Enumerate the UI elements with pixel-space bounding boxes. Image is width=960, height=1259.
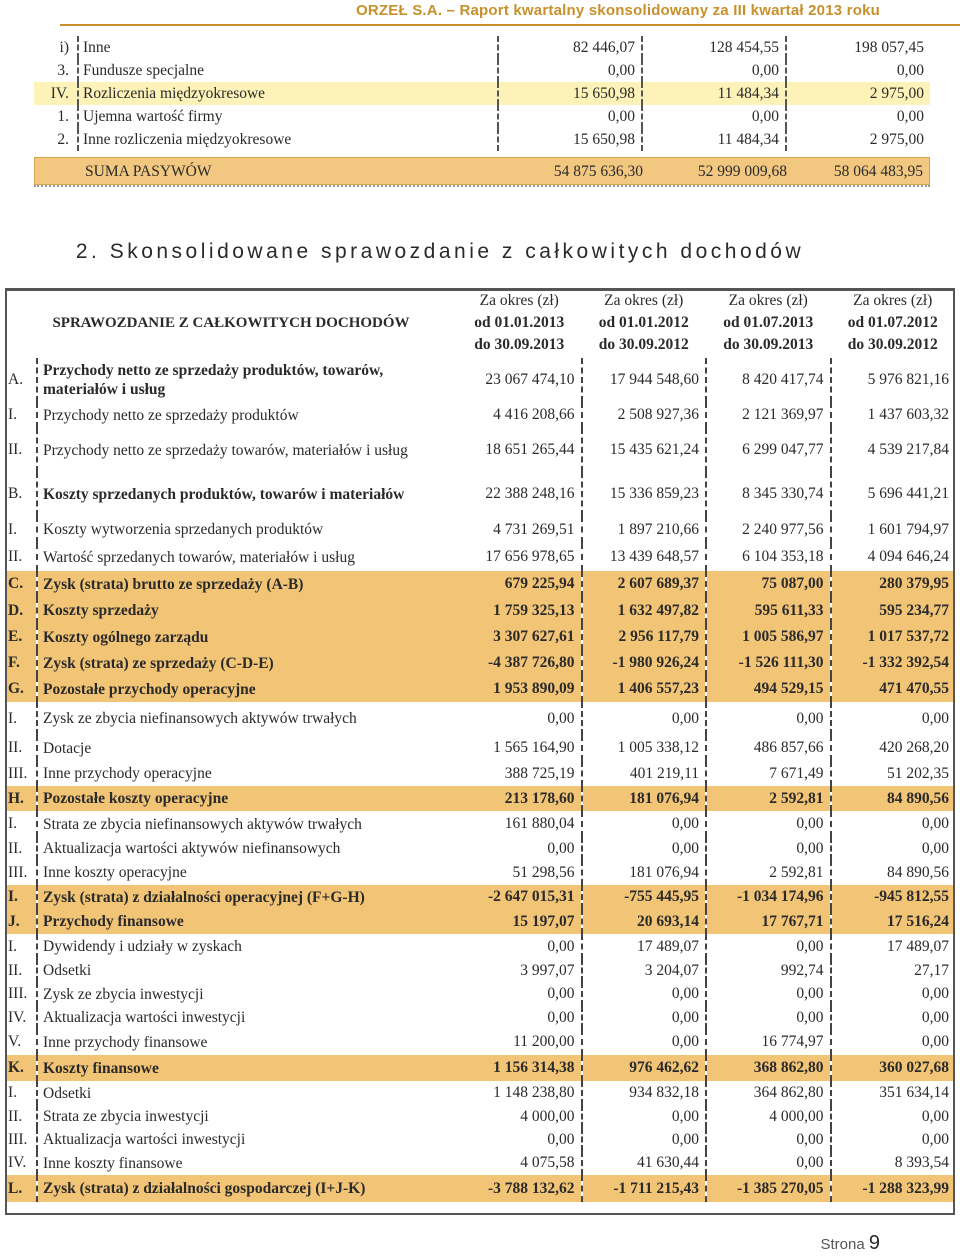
row-value: 388 725,19 xyxy=(504,764,575,782)
row-label: Przychody netto ze sprzedaży produktów, towarów, materiałów i usług xyxy=(37,358,457,402)
row-value: 595 234,77 xyxy=(831,597,956,624)
row-value: 17 516,24 xyxy=(831,909,956,934)
row-value: 5 976 821,16 xyxy=(831,358,956,402)
row-number: I. xyxy=(8,520,18,538)
row-value: 0,00 xyxy=(706,811,831,837)
table-row xyxy=(34,105,930,128)
row-value: 0,00 xyxy=(831,1029,956,1055)
row-number: B. xyxy=(8,485,23,502)
row-value: 8 393,54 xyxy=(831,1151,956,1175)
sum-pasywow-row xyxy=(34,157,930,185)
row-value: 15 650,98 xyxy=(498,128,642,151)
row-value: 0,00 xyxy=(582,1105,707,1128)
row-value: -755 445,95 xyxy=(582,885,707,909)
row-value: -1 526 111,30 xyxy=(706,650,831,676)
row-value: 364 862,80 xyxy=(706,1081,831,1105)
row-number: E. xyxy=(5,624,37,650)
row-value: 11 200,00 xyxy=(513,1033,575,1050)
row-value: 1 017 537,72 xyxy=(831,624,956,650)
row-number: II. xyxy=(8,739,23,756)
row-number: 1. xyxy=(57,107,69,125)
row-label: Koszty sprzedaży xyxy=(37,597,457,624)
table-row xyxy=(5,571,955,597)
header-rule xyxy=(60,24,960,26)
row-value: 4 000,00 xyxy=(520,1107,575,1125)
row-value: 0,00 xyxy=(642,59,786,82)
row-label: Inne xyxy=(78,36,498,59)
table-row xyxy=(5,1029,955,1055)
row-value: 8 345 330,74 xyxy=(706,472,831,516)
row-value: 27,17 xyxy=(831,959,956,982)
row-value: 84 890,56 xyxy=(831,786,956,811)
row-value: 2 121 369,97 xyxy=(706,402,831,428)
row-value: 3 997,07 xyxy=(520,961,575,979)
table-row xyxy=(34,128,930,151)
column-header: Za okres (zł) od 01.07.2013 do 30.09.2013 xyxy=(723,292,814,353)
table-row xyxy=(5,909,955,934)
row-value: 17 767,71 xyxy=(706,909,831,934)
row-value: 15 650,98 xyxy=(498,82,642,105)
row-value: 4 075,58 xyxy=(520,1154,575,1171)
table-row xyxy=(5,676,955,702)
row-label: Zysk (strata) z działalności operacyjnej (F+G-H) xyxy=(37,885,457,909)
row-number: J. xyxy=(5,909,37,934)
income-statement-table xyxy=(5,288,955,1202)
row-label: Inne koszty operacyjne xyxy=(37,860,457,885)
row-value: 3 204,07 xyxy=(582,959,707,982)
row-number: I. xyxy=(8,406,18,423)
row-value: 1 148 238,80 xyxy=(493,1084,575,1101)
table-row xyxy=(34,82,930,105)
section-title: 2. Skonsolidowane sprawozdanie z całkowitych dochodów xyxy=(75,240,805,263)
row-number: G. xyxy=(5,676,37,702)
table-row xyxy=(34,36,930,59)
table-row xyxy=(5,1105,955,1128)
table-row xyxy=(5,1081,955,1105)
row-value: 4 539 217,84 xyxy=(831,428,956,472)
row-label: Odsetki xyxy=(37,959,457,982)
table-row xyxy=(5,472,955,516)
row-value: 5 696 441,21 xyxy=(831,472,956,516)
row-number: F. xyxy=(5,650,37,676)
table-header-row xyxy=(5,288,955,358)
row-value: 368 862,80 xyxy=(706,1055,831,1081)
row-number: A. xyxy=(8,371,24,388)
row-value: -1 288 323,99 xyxy=(831,1175,956,1202)
row-number: I. xyxy=(5,885,37,909)
row-value: 0,00 xyxy=(706,934,831,959)
table-row xyxy=(5,1006,955,1029)
table-row xyxy=(5,1151,955,1175)
row-value: 0,00 xyxy=(706,1151,831,1175)
row-value: 992,74 xyxy=(706,959,831,982)
sum-value-1: 54 875 636,30 xyxy=(553,163,643,180)
table-row xyxy=(5,959,955,982)
row-value: 128 454,55 xyxy=(642,36,786,59)
row-value: 4 416 208,66 xyxy=(493,406,575,423)
report-header: ORZEŁ S.A. – Raport kwartalny skonsolidowany za III kwartał 2013 roku xyxy=(356,2,880,19)
row-value: 51 298,56 xyxy=(512,863,575,881)
row-value: 51 202,35 xyxy=(831,761,956,786)
table-row xyxy=(5,735,955,761)
row-value: 0,00 xyxy=(547,1130,575,1148)
row-value: 1 632 497,82 xyxy=(582,597,707,624)
table-row xyxy=(5,934,955,959)
row-value: 20 693,14 xyxy=(582,909,707,934)
row-label: Aktualizacja wartości inwestycji xyxy=(37,1006,457,1029)
table-row xyxy=(5,358,955,402)
table-row xyxy=(5,837,955,860)
row-value: 0,00 xyxy=(582,1029,707,1055)
row-label: Rozliczenia międzyokresowe xyxy=(78,82,498,105)
table-row xyxy=(5,761,955,786)
row-label: Koszty ogólnego zarządu xyxy=(37,624,457,650)
row-value: 0,00 xyxy=(831,811,956,837)
row-label: Koszty finansowe xyxy=(37,1055,457,1081)
row-number: III. xyxy=(8,764,28,782)
row-value: 1 759 325,13 xyxy=(457,597,582,624)
row-value: 22 388 248,16 xyxy=(485,485,575,502)
table-row xyxy=(5,650,955,676)
row-value: 1 005 338,12 xyxy=(582,735,707,761)
sum-label: SUMA PASYWÓW xyxy=(85,163,212,180)
page-label: Strona xyxy=(820,1236,865,1253)
row-label: Inne przychody finansowe xyxy=(37,1029,457,1055)
row-value: 494 529,15 xyxy=(706,676,831,702)
row-value: 0,00 xyxy=(582,702,707,735)
sum-value-2: 52 999 009,68 xyxy=(697,163,787,180)
row-value: 198 057,45 xyxy=(786,36,930,59)
row-label: Zysk (strata) brutto ze sprzedaży (A-B) xyxy=(37,571,457,597)
row-value: 82 446,07 xyxy=(498,36,642,59)
row-label: Koszty wytworzenia sprzedanych produktów xyxy=(37,516,457,543)
row-value: 0,00 xyxy=(582,811,707,837)
row-number: II. xyxy=(8,548,23,565)
row-value: 15 435 621,24 xyxy=(582,428,707,472)
table-row xyxy=(5,786,955,811)
row-value: 0,00 xyxy=(547,1008,575,1026)
top-table xyxy=(34,36,930,151)
table-row xyxy=(5,702,955,735)
row-value: 0,00 xyxy=(582,1128,707,1151)
row-value: 0,00 xyxy=(831,1105,956,1128)
row-label: Koszty sprzedanych produktów, towarów i materiałów xyxy=(37,472,457,516)
row-label: Inne koszty finansowe xyxy=(37,1151,457,1175)
row-value: 0,00 xyxy=(831,837,956,860)
row-value: 13 439 648,57 xyxy=(582,543,707,571)
row-value: 11 484,34 xyxy=(642,82,786,105)
row-value: 0,00 xyxy=(831,982,956,1006)
row-label: Zysk (strata) ze sprzedaży (C-D-E) xyxy=(37,650,457,676)
row-number: L. xyxy=(5,1175,37,1202)
table-row xyxy=(5,811,955,837)
table-row xyxy=(5,516,955,543)
row-value: 3 307 627,61 xyxy=(457,624,582,650)
table-row xyxy=(5,402,955,428)
row-value: 2 240 977,56 xyxy=(706,516,831,543)
row-value: 17 656 978,65 xyxy=(485,548,575,565)
column-header: Za okres (zł) od 01.01.2012 do 30.09.2012 xyxy=(598,292,689,353)
row-label: Aktualizacja wartości aktywów niefinansowych xyxy=(37,837,457,860)
row-value: 486 857,66 xyxy=(706,735,831,761)
row-value: 2 975,00 xyxy=(786,128,930,151)
table-row xyxy=(5,428,955,472)
table-row xyxy=(5,860,955,885)
page-number: 9 xyxy=(868,1232,880,1254)
row-label: Pozostałe przychody operacyjne xyxy=(37,676,457,702)
row-value: -2 647 015,31 xyxy=(457,885,582,909)
row-value: 351 634,14 xyxy=(831,1081,956,1105)
table-row xyxy=(34,59,930,82)
row-number: C. xyxy=(5,571,37,597)
row-label: Zysk ze zbycia inwestycji xyxy=(37,982,457,1006)
row-value: 4 000,00 xyxy=(706,1105,831,1128)
row-value: 84 890,56 xyxy=(831,860,956,885)
row-number: H. xyxy=(5,786,37,811)
row-value: 6 104 353,18 xyxy=(706,543,831,571)
row-label: Aktualizacja wartości inwestycji xyxy=(37,1128,457,1151)
row-number: IV. xyxy=(8,1154,27,1171)
row-label: Fundusze specjalne xyxy=(78,59,498,82)
row-number: III. xyxy=(8,1130,28,1148)
row-value: 1 601 794,97 xyxy=(831,516,956,543)
row-label: Przychody netto ze sprzedaży towarów, materiałów i usług xyxy=(37,428,457,472)
row-label: Ujemna wartość firmy xyxy=(78,105,498,128)
row-value: 2 592,81 xyxy=(706,786,831,811)
row-value: 360 027,68 xyxy=(831,1055,956,1081)
row-number: IV. xyxy=(8,1008,27,1026)
table-row xyxy=(5,982,955,1006)
table-row xyxy=(5,624,955,650)
row-number: III. xyxy=(8,985,28,1002)
row-value: 471 470,55 xyxy=(831,676,956,702)
row-value: 0,00 xyxy=(642,105,786,128)
row-value: -1 980 926,24 xyxy=(582,650,707,676)
row-value: 1 005 586,97 xyxy=(706,624,831,650)
row-number: i) xyxy=(59,38,69,56)
row-label: Odsetki xyxy=(37,1081,457,1105)
table-row xyxy=(5,597,955,624)
row-value: 181 076,94 xyxy=(582,786,707,811)
row-value: 17 944 548,60 xyxy=(582,358,707,402)
row-number: D. xyxy=(5,597,37,624)
row-number: II. xyxy=(8,441,23,458)
row-number: 3. xyxy=(57,61,69,79)
table-title: SPRAWOZDANIE Z CAŁKOWITYCH DOCHODÓW xyxy=(52,314,410,331)
row-value: 17 489,07 xyxy=(582,934,707,959)
row-value: 15 197,07 xyxy=(457,909,582,934)
row-label: Strata ze zbycia niefinansowych aktywów trwałych xyxy=(37,811,457,837)
row-value: 1 897 210,66 xyxy=(582,516,707,543)
row-value: 420 268,20 xyxy=(831,735,956,761)
row-value: 0,00 xyxy=(831,1128,956,1151)
row-label: Zysk ze zbycia niefinansowych aktywów trwałych xyxy=(37,702,457,735)
page-footer xyxy=(821,1232,881,1255)
row-label: Pozostałe koszty operacyjne xyxy=(37,786,457,811)
row-value: 0,00 xyxy=(706,702,831,735)
row-value: 1 156 314,38 xyxy=(457,1055,582,1081)
row-value: 0,00 xyxy=(706,1006,831,1029)
row-value: 2 607 689,37 xyxy=(582,571,707,597)
row-value: 41 630,44 xyxy=(582,1151,707,1175)
row-value: -945 812,55 xyxy=(831,885,956,909)
row-value: 7 671,49 xyxy=(706,761,831,786)
row-number: K. xyxy=(5,1055,37,1081)
row-value: 0,00 xyxy=(547,985,575,1002)
row-value: 0,00 xyxy=(706,1128,831,1151)
table-row xyxy=(5,543,955,571)
row-value: 1 437 603,32 xyxy=(831,402,956,428)
row-number: II. xyxy=(8,839,23,857)
row-value: -1 034 174,96 xyxy=(706,885,831,909)
row-value: 0,00 xyxy=(706,982,831,1006)
row-label: Inne przychody operacyjne xyxy=(37,761,457,786)
row-value: -1 332 392,54 xyxy=(831,650,956,676)
row-value: 0,00 xyxy=(498,105,642,128)
row-value: 934 832,18 xyxy=(582,1081,707,1105)
row-value: 595 611,33 xyxy=(706,597,831,624)
row-value: 0,00 xyxy=(547,709,575,727)
row-value: 1 406 557,23 xyxy=(582,676,707,702)
row-value: 75 087,00 xyxy=(706,571,831,597)
row-value: 18 651 265,44 xyxy=(485,441,575,458)
row-value: 181 076,94 xyxy=(582,860,707,885)
row-number: 2. xyxy=(57,130,69,148)
row-value: 0,00 xyxy=(498,59,642,82)
table-row xyxy=(5,1128,955,1151)
row-number: I. xyxy=(8,1084,18,1101)
row-value: -4 387 726,80 xyxy=(457,650,582,676)
row-value: 0,00 xyxy=(831,702,956,735)
row-value: 0,00 xyxy=(786,59,930,82)
row-value: 0,00 xyxy=(547,937,575,955)
row-value: 280 379,95 xyxy=(831,571,956,597)
row-value: 4 731 269,51 xyxy=(493,520,575,538)
column-header: Za okres (zł) od 01.07.2012 do 30.09.2012 xyxy=(847,292,938,353)
row-value: 16 774,97 xyxy=(706,1029,831,1055)
row-value: -3 788 132,62 xyxy=(457,1175,582,1202)
row-number: I. xyxy=(8,815,18,832)
row-number: V. xyxy=(8,1033,22,1050)
row-number: I. xyxy=(8,937,18,955)
dotted-divider xyxy=(34,185,930,187)
row-value: 6 299 047,77 xyxy=(706,428,831,472)
row-value: 0,00 xyxy=(786,105,930,128)
row-value: -1 711 215,43 xyxy=(582,1175,707,1202)
row-value: 8 420 417,74 xyxy=(706,358,831,402)
table-row xyxy=(5,1055,955,1081)
row-value: 2 956 117,79 xyxy=(582,624,707,650)
row-value: 0,00 xyxy=(831,1006,956,1029)
row-label: Strata ze zbycia inwestycji xyxy=(37,1105,457,1128)
row-value: 23 067 474,10 xyxy=(485,371,575,388)
row-value: 17 489,07 xyxy=(831,934,956,959)
row-value: 0,00 xyxy=(547,839,575,857)
row-value: 679 225,94 xyxy=(457,571,582,597)
row-value: 11 484,34 xyxy=(642,128,786,151)
row-value: 2 508 927,36 xyxy=(582,402,707,428)
row-value: 2 592,81 xyxy=(706,860,831,885)
row-label: Dotacje xyxy=(37,735,457,761)
row-label: Przychody finansowe xyxy=(37,909,457,934)
row-label: Zysk (strata) z działalności gospodarczej (I+J-K) xyxy=(37,1175,457,1202)
sum-value-3: 58 064 483,95 xyxy=(833,163,923,180)
row-label: Dywidendy i udziały w zyskach xyxy=(37,934,457,959)
row-value: 161 880,04 xyxy=(504,815,575,832)
row-number: III. xyxy=(8,863,28,881)
row-value: 401 219,11 xyxy=(582,761,707,786)
row-value: 2 975,00 xyxy=(786,82,930,105)
table-row xyxy=(5,885,955,909)
row-label: Wartość sprzedanych towarów, materiałów i usług xyxy=(37,543,457,571)
row-value: 15 336 859,23 xyxy=(582,472,707,516)
table-row xyxy=(5,1175,955,1202)
row-label: Inne rozliczenia międzyokresowe xyxy=(78,128,498,151)
row-number: II. xyxy=(8,961,23,979)
row-number: II. xyxy=(8,1107,23,1125)
row-value: 213 178,60 xyxy=(457,786,582,811)
row-value: 1 565 164,90 xyxy=(493,739,575,756)
row-value: 1 953 890,09 xyxy=(457,676,582,702)
row-value: 0,00 xyxy=(582,837,707,860)
column-header: Za okres (zł) od 01.01.2013 do 30.09.2013 xyxy=(474,292,565,353)
row-label: Przychody netto ze sprzedaży produktów xyxy=(37,402,457,428)
row-number: I. xyxy=(8,709,18,727)
row-value: 0,00 xyxy=(706,837,831,860)
row-value: 0,00 xyxy=(582,982,707,1006)
row-value: 0,00 xyxy=(582,1006,707,1029)
row-value: -1 385 270,05 xyxy=(706,1175,831,1202)
row-number: IV. xyxy=(34,82,78,105)
row-value: 976 462,62 xyxy=(582,1055,707,1081)
row-value: 4 094 646,24 xyxy=(831,543,956,571)
